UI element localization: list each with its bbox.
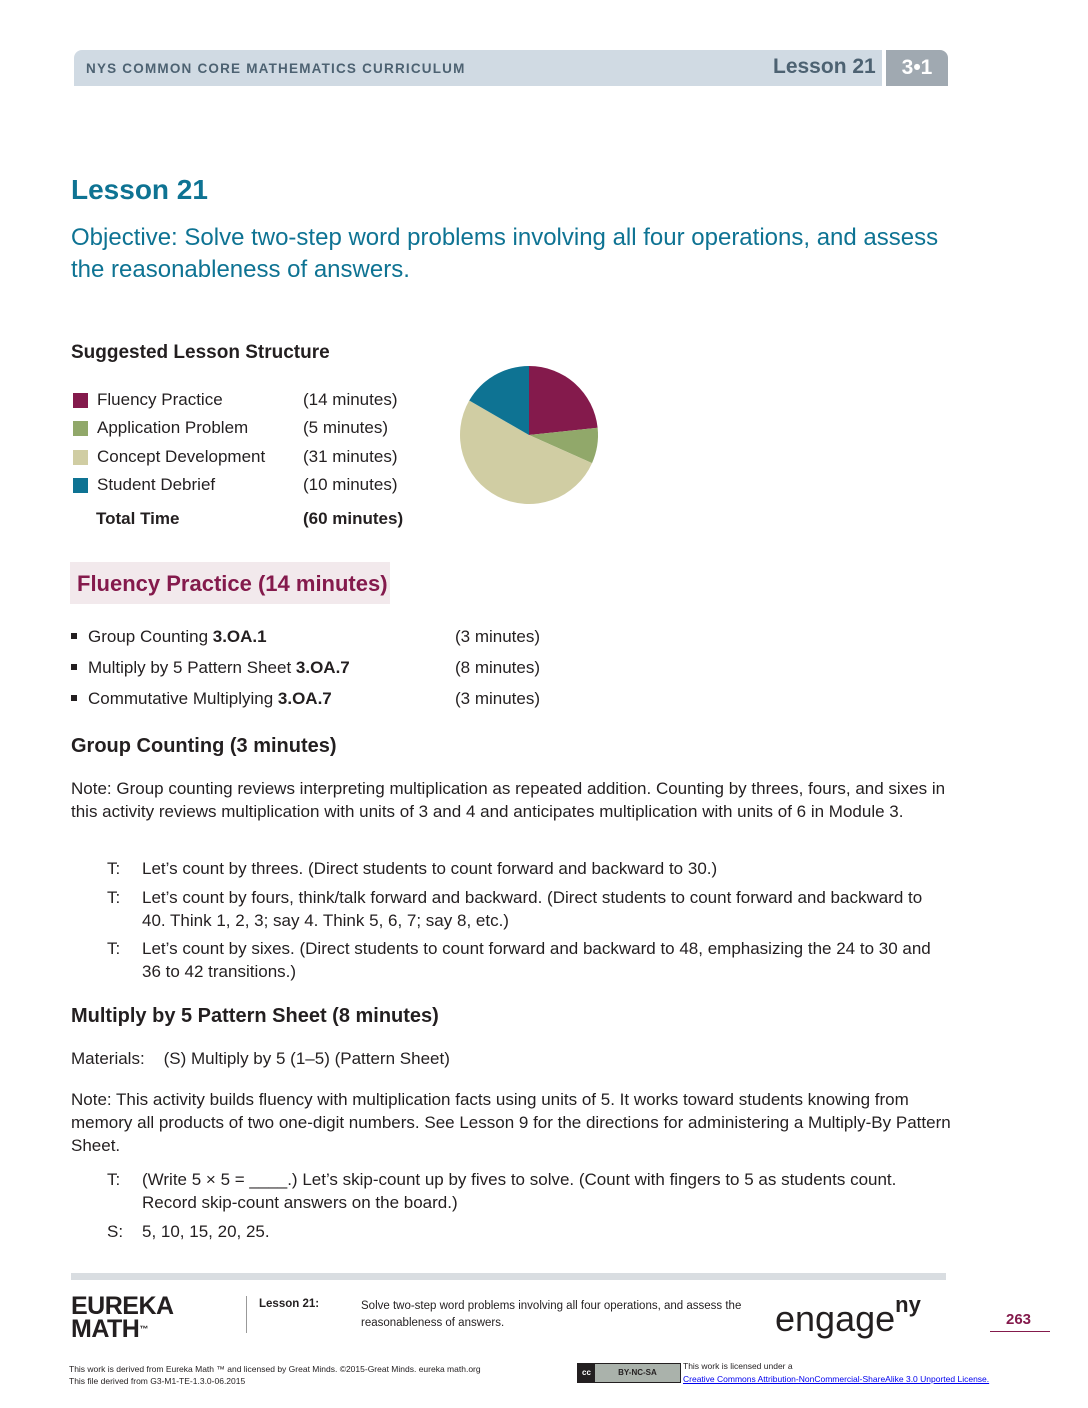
fluency-activity-item <box>71 658 350 678</box>
activity-name: Multiply by 5 Pattern Sheet <box>88 658 296 677</box>
legend-minutes: (31 minutes) <box>303 447 398 466</box>
dialogue-line <box>107 1168 947 1214</box>
dialogue-text: Let’s count by sixes. (Direct students to count forward and backward to 48, emphasizing the 24 to 30 and 36 to 42 transitions.) <box>142 939 931 981</box>
group-counting-note: Note: Group counting reviews interpreting multiplication as repeated addition. Counting by threes, fours, and sixes in this activity reviews multiplication with units of 3 and 4 and anticipates multiplication with units of 6 in Module 3. <box>71 779 946 821</box>
derivation-note: This work is derived from Eureka Math ™ and licensed by Great Minds. ©2015-Great Minds. eureka math.org <box>69 1364 481 1374</box>
activity-name: Group Counting <box>88 627 213 646</box>
activity-name: Commutative Multiplying <box>88 689 278 708</box>
legend-swatch <box>73 393 88 408</box>
speaker-label: S: <box>107 1222 124 1241</box>
group-counting-heading: Group Counting (3 minutes) <box>71 735 337 757</box>
legend-swatch <box>73 450 88 465</box>
bullet-icon <box>71 664 77 670</box>
pie-slice-fluency-practice <box>529 366 598 435</box>
header-lesson-label: Lesson 21 <box>773 55 876 78</box>
activity-minutes: (8 minutes) <box>455 658 541 677</box>
page-number: 263 <box>1006 1311 1032 1328</box>
activity-minutes: (3 minutes) <box>455 627 541 646</box>
legend-name: Fluency Practice <box>97 390 223 409</box>
dialogue-text: 5, 10, 15, 20, 25. <box>142 1222 270 1241</box>
license-note: This work is licensed under a <box>683 1361 793 1371</box>
curriculum-label: NYS COMMON CORE MATHEMATICS CURRICULUM <box>86 61 466 76</box>
logo-line-1: EUREKA <box>71 1292 174 1320</box>
cc-badge-text: BY-NC-SA <box>618 1368 657 1377</box>
dialogue-text: Let’s count by threes. (Direct students to count forward and backward to 30.) <box>142 859 718 878</box>
fluency-heading: Fluency Practice (14 minutes) <box>77 571 388 596</box>
structure-heading: Suggested Lesson Structure <box>71 342 330 363</box>
pattern-sheet-note: Note: This activity builds fluency with multiplication facts using units of 5. It works toward students knowing from memory all products of two one-digit numbers. See Lesson 9 for the directions for administering a Multiply-By Pattern Sheet. <box>71 1090 951 1155</box>
fluency-activity-item <box>71 627 267 647</box>
speaker-label: T: <box>107 888 121 907</box>
bullet-icon <box>71 695 77 701</box>
speaker-label: T: <box>107 1170 121 1189</box>
lesson-structure-pie-chart <box>458 364 600 506</box>
legend-name: Application Problem <box>97 418 249 437</box>
trademark-mark: ™ <box>139 1324 148 1334</box>
page-number-rule <box>990 1331 1050 1332</box>
dialogue-line <box>107 937 947 983</box>
speaker-label: T: <box>107 859 121 878</box>
dialogue-text: Let’s count by fours, think/talk forward and backward. (Direct students to count forward and backward to 40. Think 1, 2, 3; say 4. Think 5, 6, 7; say 8, etc.) <box>142 888 923 930</box>
lesson-objective: Objective: Solve two-step word problems involving all four operations, and assess the reasonableness of answers. <box>71 224 939 283</box>
fluency-activity-item <box>71 689 332 709</box>
dialogue-line <box>107 1220 947 1243</box>
legend-minutes: (10 minutes) <box>303 475 398 494</box>
dialogue-text: (Write 5 × 5 = ____.) Let’s skip-count up by fives to solve. (Count with fingers to 5 as students count. Record skip-count answers on the board.) <box>142 1170 897 1212</box>
materials-line: Materials: (S) Multiply by 5 (1–5) (Pattern Sheet) <box>71 1049 450 1068</box>
footer-lesson-label: Lesson 21: <box>259 1298 320 1310</box>
total-time-value: (60 minutes) <box>303 509 404 528</box>
cc-license-badge <box>577 1363 681 1383</box>
footer-rule <box>71 1273 946 1280</box>
module-badge: 3•1 <box>886 50 948 86</box>
engage-text: engage <box>775 1298 896 1339</box>
legend-name: Concept Development <box>97 447 266 466</box>
license-link[interactable]: Creative Commons Attribution-NonCommercial-ShareAlike 3.0 Unported License. <box>683 1374 990 1384</box>
page-title: Lesson 21 <box>71 174 208 205</box>
legend-minutes: (5 minutes) <box>303 418 389 437</box>
speaker-label: T: <box>107 939 121 958</box>
activity-minutes: (3 minutes) <box>455 689 541 708</box>
total-time-label: Total Time <box>96 509 180 528</box>
legend-swatch <box>73 478 88 493</box>
footer-divider <box>246 1296 247 1333</box>
dialogue-line <box>107 857 947 880</box>
footer-lesson-description: Solve two-step word problems involving all four operations, and assess the reasonableness of answers. <box>361 1300 742 1329</box>
dialogue-line <box>107 886 947 932</box>
legend-swatch <box>73 421 88 436</box>
engageny-logo <box>775 1292 921 1340</box>
eureka-math-logo <box>71 1292 174 1343</box>
pattern-sheet-heading: Multiply by 5 Pattern Sheet (8 minutes) <box>71 1005 439 1027</box>
file-derivation-note: This file derived from G3-M1-TE-1.3.0-06.2015 <box>69 1376 246 1386</box>
activity-standard: 3.OA.7 <box>295 658 350 677</box>
activity-standard: 3.OA.7 <box>277 689 332 708</box>
cc-icon: cc <box>578 1364 595 1382</box>
legend-name: Student Debrief <box>97 475 216 494</box>
legend-minutes: (14 minutes) <box>303 390 398 409</box>
engage-sup: ny <box>895 1292 921 1317</box>
logo-line-2: MATH <box>71 1315 140 1343</box>
activity-standard: 3.OA.1 <box>212 627 267 646</box>
bullet-icon <box>71 633 77 639</box>
